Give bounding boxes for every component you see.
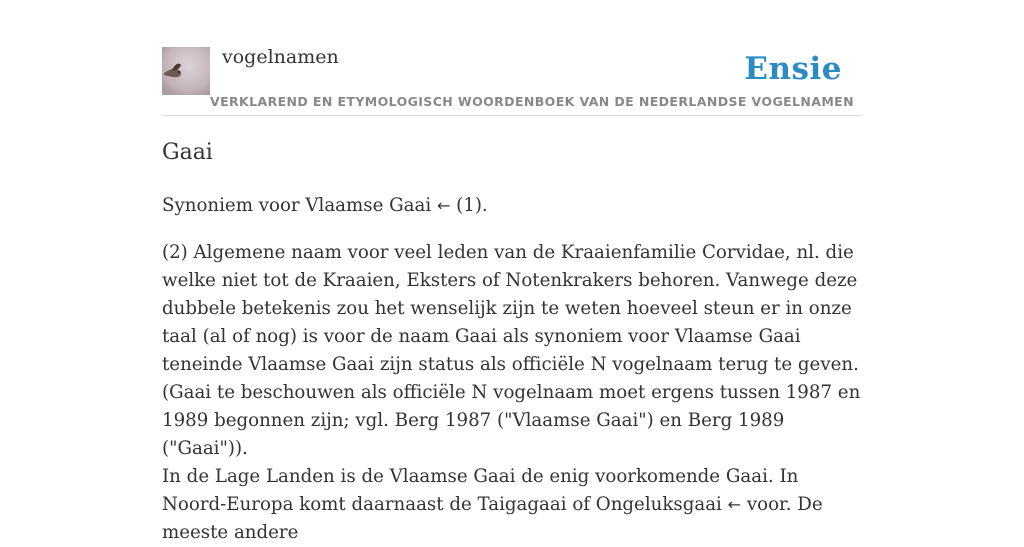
site-name[interactable]: vogelnamen — [222, 46, 339, 68]
definition-2: (2) Algemene naam voor veel leden van de Kraaienfamilie Corvidae, nl. die welke niet tot de Kraaien, Eksters of Notenkrakers behoren. Vanwege deze dubbele betekenis zou het wenselijk zijn te weten hoeveel steun er in onze taal (al of nog) is voor de naam Gaai als synoniem voor Vlaamse Gaai teneinde Vlaamse Gaai zijn status als officiële N vogelnaam terug te geven. (Gaai te beschouwen als officiële N vogelnaam moet ergens tussen 1987 en 1989 begonnen zijn; vgl. Berg 1987 ("Vlaamse Gaai") en Berg 1989 ("Gaai")). — [162, 242, 861, 459]
definition-3-start: In de Lage Landen is de Vlaamse Gaai de enig voorkomende Gaai. In Noord-Europa komt daarnaast de Taigagaai of Ongeluksgaai — [162, 466, 799, 515]
definition-1-suffix: (1). — [450, 195, 488, 216]
definition-3-end: voor. De meeste andere — [162, 494, 823, 543]
header-divider — [162, 115, 862, 116]
link-arrow-icon[interactable]: ← — [436, 196, 451, 215]
avatar[interactable] — [162, 47, 210, 95]
site-subtitle: VERKLAREND EN ETYMOLOGISCH WOORDENBOEK VAN DE NEDERLANDSE VOGELNAMEN — [210, 94, 854, 109]
link-arrow-icon[interactable]: ← — [727, 495, 742, 514]
definition-3 — [162, 463, 864, 547]
brand-logo[interactable]: Ensie — [744, 51, 842, 87]
definition-1 — [162, 192, 864, 220]
bird-photo-icon — [162, 47, 210, 95]
definition-1-text: Synoniem voor Vlaamse Gaai — [162, 195, 432, 216]
entry-title: Gaai — [162, 140, 213, 165]
